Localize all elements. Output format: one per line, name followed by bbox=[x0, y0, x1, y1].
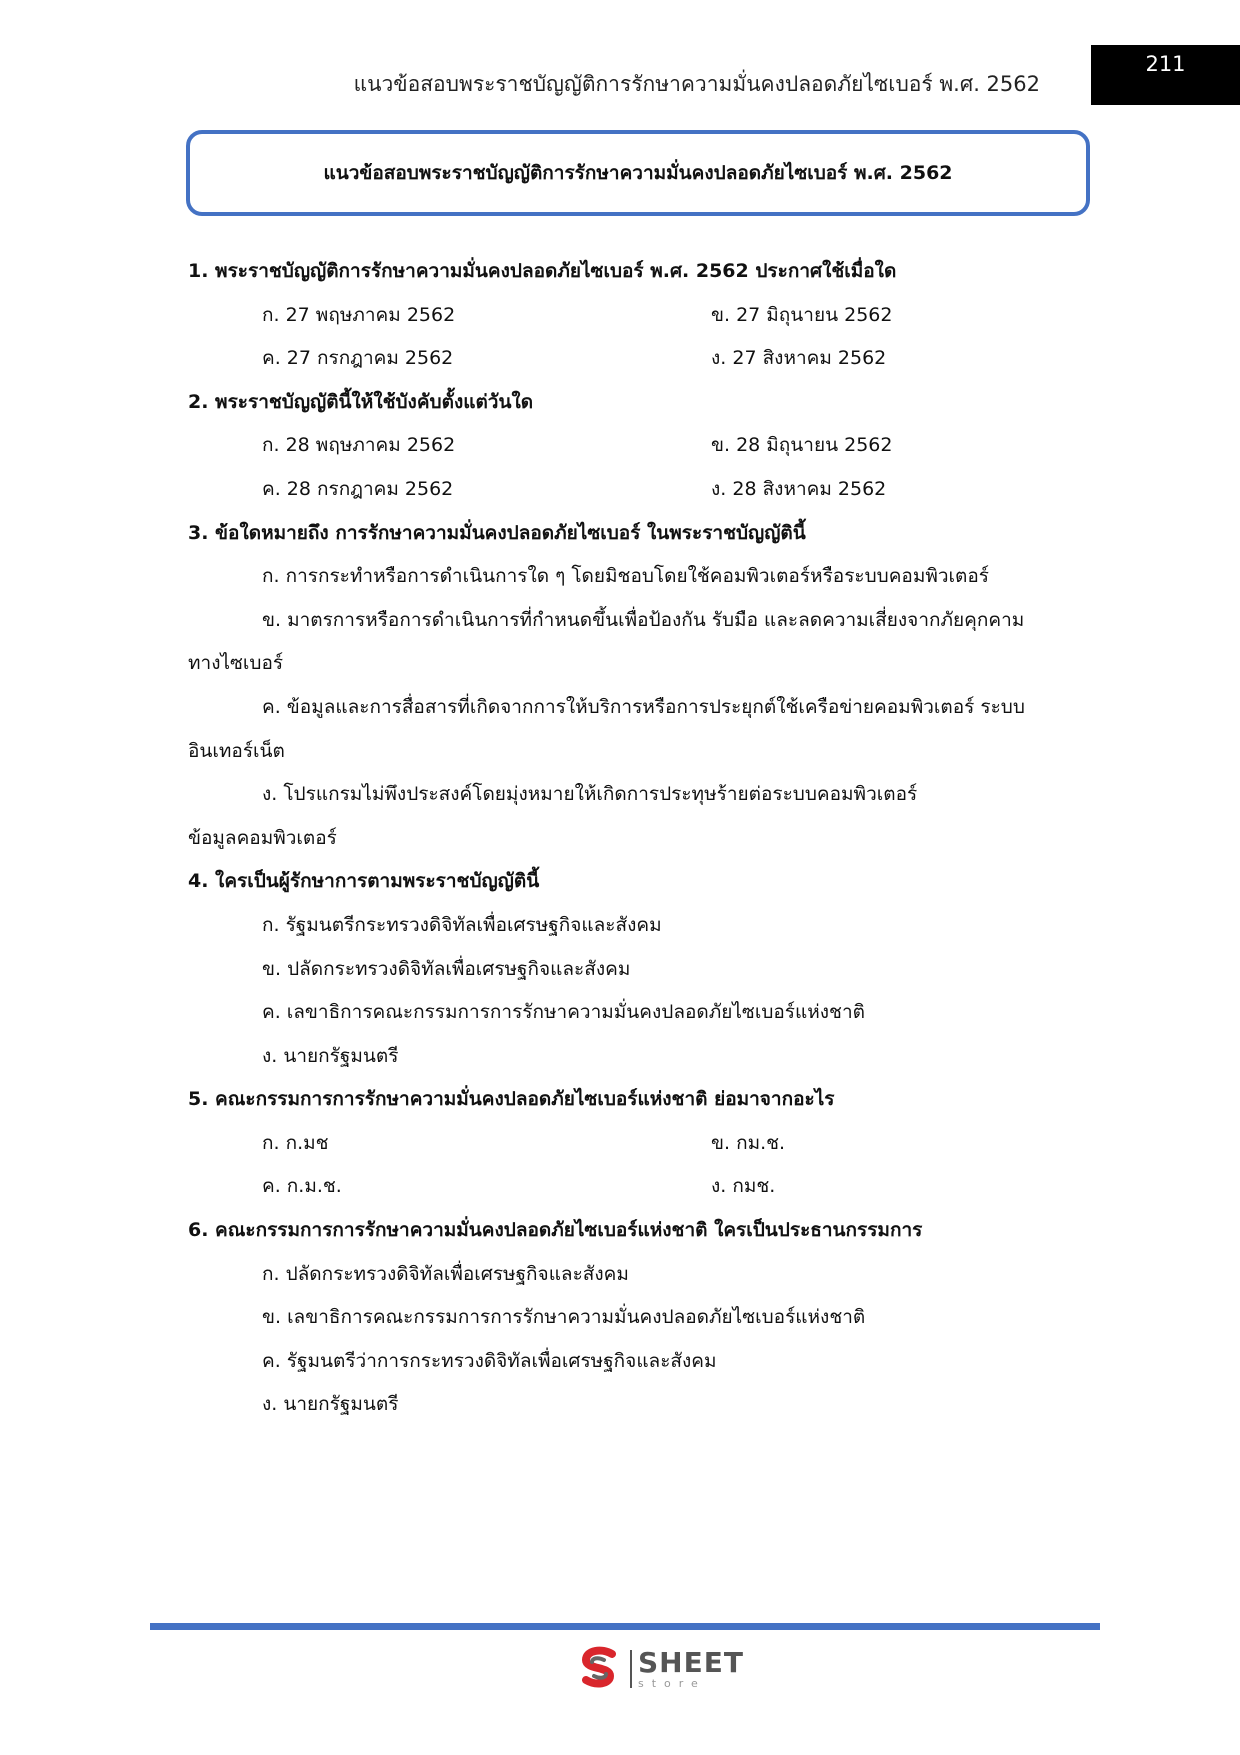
option-b-continuation: ทางไซเบอร์ bbox=[188, 652, 284, 675]
option-d: ง. นายกรัฐมนตรี bbox=[262, 1044, 399, 1067]
question-3: 3. ข้อใดหมายถึง การรักษาความมั่นคงปลอดภัยไซเบอร์ ในพระราชบัญญัตินี้ bbox=[188, 521, 806, 544]
document-title: แนวข้อสอบพระราชบัญญัติการรักษาความมั่นคงปลอดภัยไซเบอร์ พ.ศ. 2562 bbox=[323, 162, 953, 184]
option-a: ก. 28 พฤษภาคม 2562 bbox=[262, 434, 456, 457]
option-c: ค. เลขาธิการคณะกรรมการการรักษาความมั่นคงปลอดภัยไซเบอร์แห่งชาติ bbox=[262, 1001, 865, 1024]
option-b: ข. 28 มิถุนายน 2562 bbox=[711, 434, 893, 457]
option-b: ข. เลขาธิการคณะกรรมการการรักษาความมั่นคงปลอดภัยไซเบอร์แห่งชาติ bbox=[262, 1306, 866, 1329]
option-c: ค. 27 กรกฎาคม 2562 bbox=[262, 347, 454, 370]
question-list bbox=[188, 250, 1088, 1427]
options-row bbox=[188, 337, 1088, 381]
option-a: ก. 27 พฤษภาคม 2562 bbox=[262, 303, 456, 326]
option-b: ข. มาตรการหรือการดำเนินการที่กำหนดขึ้นเพื่อป้องกัน รับมือ และลดความเสี่ยงจากภัยคุกคาม bbox=[262, 608, 1025, 631]
option-c: ค. 28 กรกฎาคม 2562 bbox=[262, 477, 454, 500]
option-d: ง. กมช. bbox=[711, 1175, 776, 1198]
question-4: 4. ใครเป็นผู้รักษาการตามพระราชบัญญัตินี้ bbox=[188, 870, 540, 893]
options-row bbox=[188, 1165, 1088, 1209]
logo-main-text: SHEET bbox=[638, 1646, 744, 1679]
option-d-continuation: ข้อมูลคอมพิวเตอร์ bbox=[188, 826, 337, 849]
option-c-continuation: อินเทอร์เน็ต bbox=[188, 739, 285, 762]
question-2: 2. พระราชบัญญัตินี้ให้ใช้บังคับตั้งแต่วันใด bbox=[188, 390, 534, 413]
logo-text bbox=[638, 1646, 744, 1690]
option-c: ค. รัฐมนตรีว่าการกระทรวงดิจิทัลเพื่อเศรษฐกิจและสังคม bbox=[262, 1349, 717, 1372]
option-a: ก. การกระทำหรือการดำเนินการใด ๆ โดยมิชอบโดยใช้คอมพิวเตอร์หรือระบบคอมพิวเตอร์ bbox=[262, 565, 990, 588]
question-1: 1. พระราชบัญญัติการรักษาความมั่นคงปลอดภัยไซเบอร์ พ.ศ. 2562 ประกาศใช้เมื่อใด bbox=[188, 260, 897, 282]
option-b: ข. 27 มิถุนายน 2562 bbox=[711, 303, 893, 326]
options-row bbox=[188, 294, 1088, 338]
footer-divider bbox=[150, 1623, 1100, 1630]
option-a: ก. ก.มช bbox=[262, 1131, 329, 1154]
logo-sub-text: store bbox=[638, 1677, 706, 1690]
title-box bbox=[186, 130, 1090, 216]
option-d: ง. นายกรัฐมนตรี bbox=[262, 1393, 399, 1416]
question-5: 5. คณะกรรมการการรักษาความมั่นคงปลอดภัยไซเบอร์แห่งชาติ ย่อมาจากอะไร bbox=[188, 1088, 835, 1111]
question-6: 6. คณะกรรมการการรักษาความมั่นคงปลอดภัยไซเบอร์แห่งชาติ ใครเป็นประธานกรรมการ bbox=[188, 1219, 923, 1242]
option-d: ง. โปรแกรมไม่พึงประสงค์โดยมุ่งหมายให้เกิดการประทุษร้ายต่อระบบคอมพิวเตอร์ bbox=[262, 783, 918, 806]
page-number: 211 bbox=[1091, 45, 1240, 105]
option-a: ก. ปลัดกระทรวงดิจิทัลเพื่อเศรษฐกิจและสังคม bbox=[262, 1262, 629, 1285]
options-row bbox=[188, 1122, 1088, 1166]
options-row bbox=[188, 468, 1088, 512]
running-header-title: แนวข้อสอบพระราชบัญญัติการรักษาความมั่นคงปลอดภัยไซเบอร์ พ.ศ. 2562 bbox=[353, 72, 1040, 96]
option-d: ง. 27 สิงหาคม 2562 bbox=[711, 347, 887, 370]
option-c: ค. ก.ม.ช. bbox=[262, 1175, 342, 1198]
option-a: ก. รัฐมนตรีกระทรวงดิจิทัลเพื่อเศรษฐกิจและสังคม bbox=[262, 913, 662, 936]
option-b: ข. กม.ช. bbox=[711, 1131, 786, 1154]
option-b: ข. ปลัดกระทรวงดิจิทัลเพื่อเศรษฐกิจและสังคม bbox=[262, 957, 631, 980]
option-c: ค. ข้อมูลและการสื่อสารที่เกิดจากการให้บริการหรือการประยุกต์ใช้เครือข่ายคอมพิวเตอร์ ระบบ bbox=[262, 695, 1025, 718]
option-d: ง. 28 สิงหาคม 2562 bbox=[711, 477, 887, 500]
sheet-store-logo bbox=[574, 1643, 744, 1695]
logo-separator bbox=[630, 1650, 632, 1688]
options-row bbox=[188, 424, 1088, 468]
sheet-store-logo-icon bbox=[574, 1644, 624, 1694]
